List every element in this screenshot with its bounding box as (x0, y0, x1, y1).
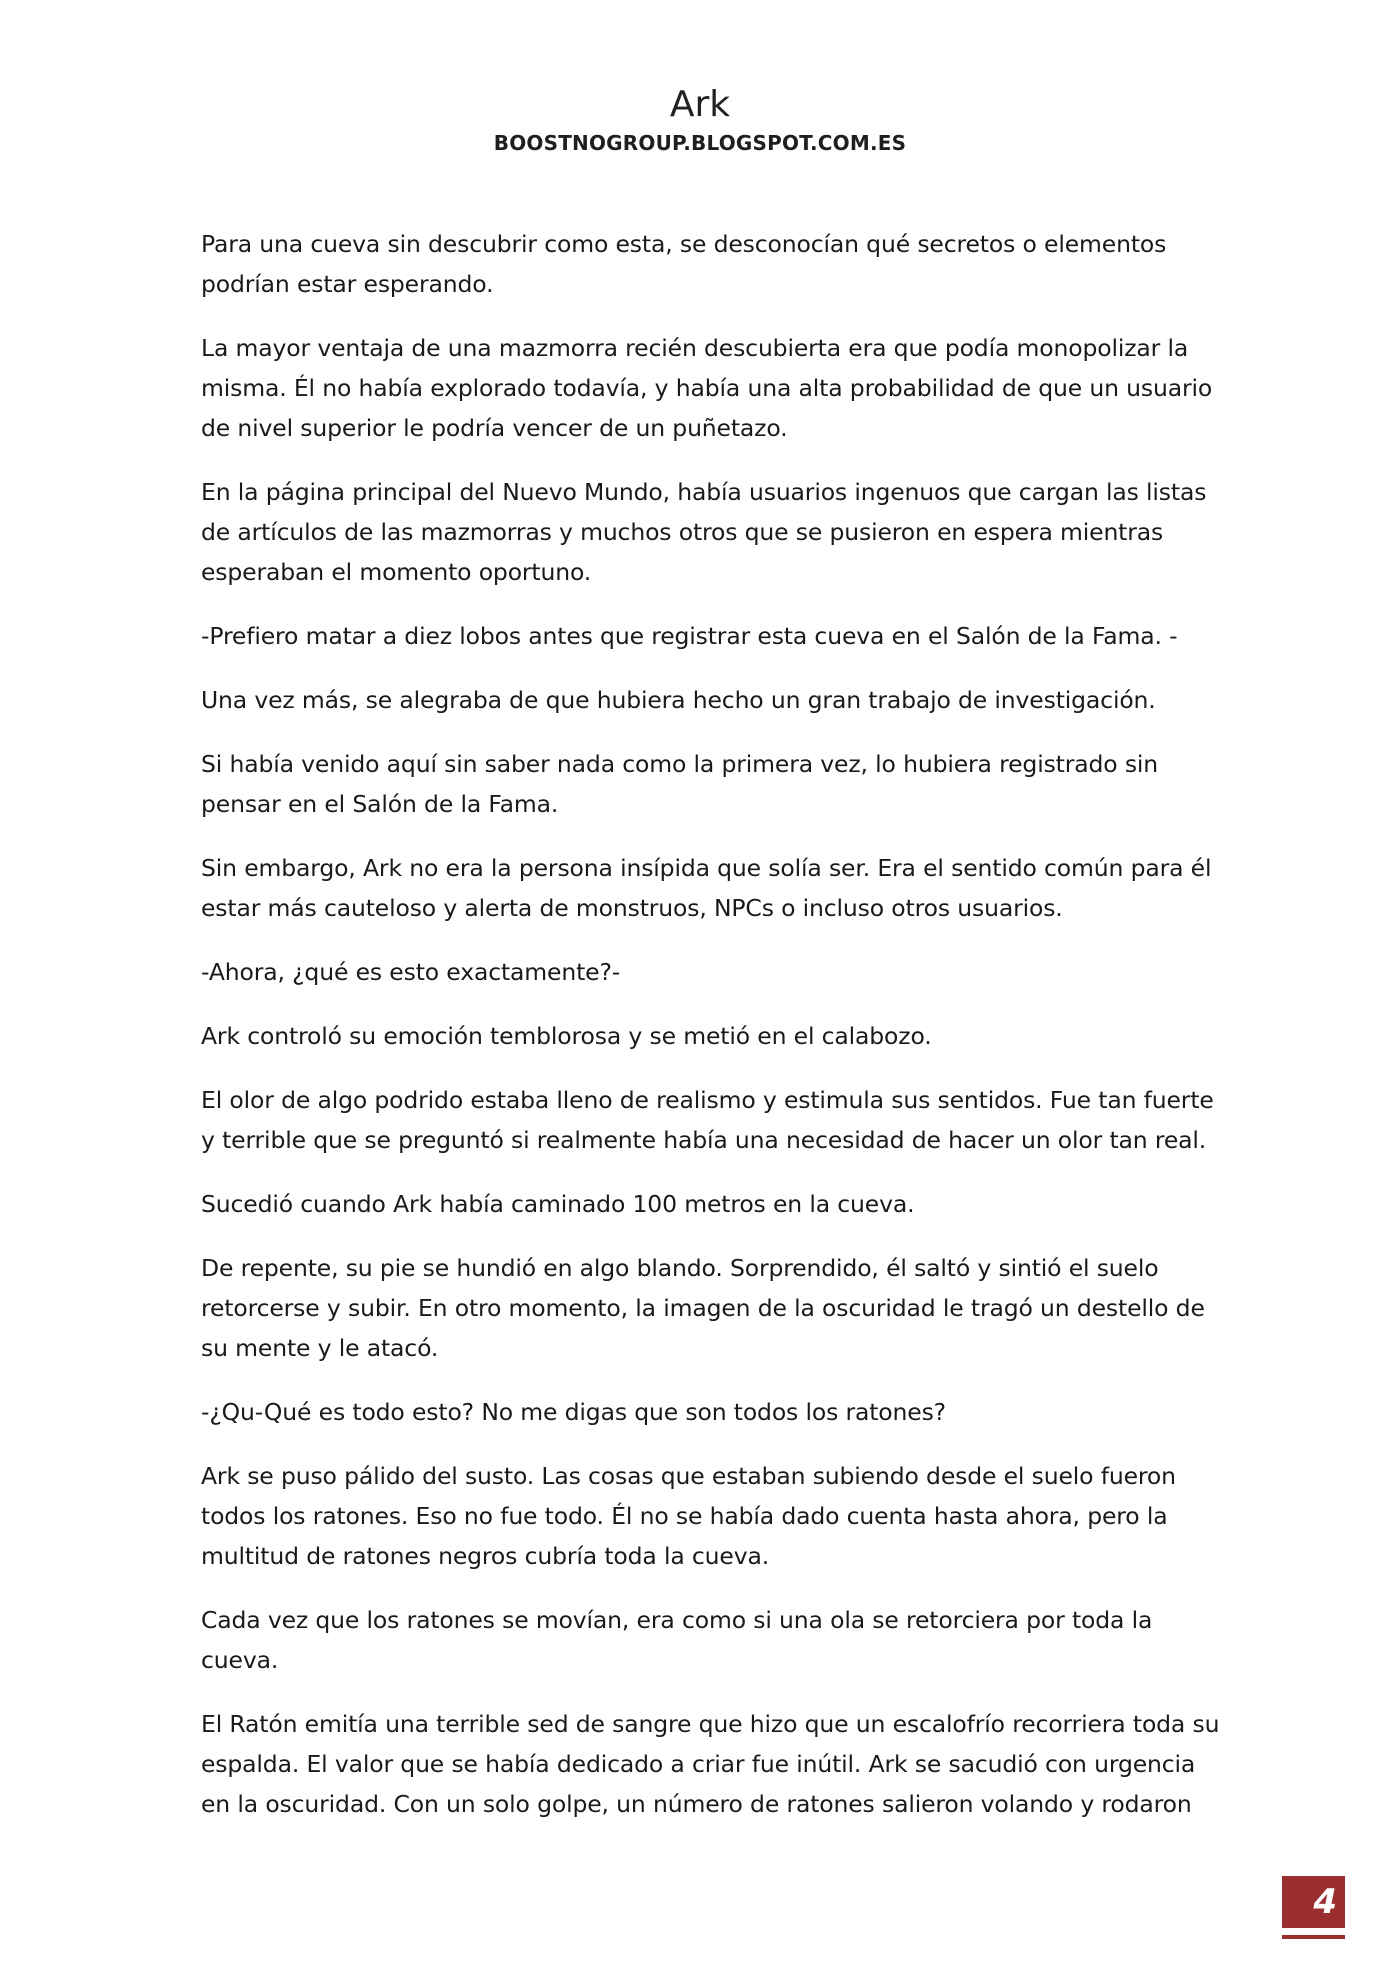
text-line: Para una cueva sin descubrir como esta, se desconocían qué secretos o elementos (201, 230, 1167, 258)
paragraph (201, 328, 1211, 448)
text-line: Sucedió cuando Ark había caminado 100 metros en la cueva. (201, 1190, 915, 1218)
text-line: Ark se puso pálido del susto. Las cosas que estaban subiendo desde el suelo fueron (201, 1462, 1176, 1490)
page-number: 4 (1282, 1876, 1345, 1928)
text-line: espalda. El valor que se había dedicado a criar fue inútil. Ark se sacudió con urgencia (201, 1750, 1196, 1778)
text-line: su mente y le atacó. (201, 1334, 439, 1362)
text-line: de nivel superior le podría vencer de un puñetazo. (201, 414, 788, 442)
paragraph (201, 472, 1211, 592)
paragraph (201, 1600, 1211, 1680)
text-line: retorcerse y subir. En otro momento, la imagen de la oscuridad le tragó un destello de (201, 1294, 1205, 1322)
text-line: Cada vez que los ratones se movían, era como si una ola se retorciera por toda la (201, 1606, 1153, 1634)
paragraph (201, 224, 1211, 304)
page-number-underline (1282, 1935, 1345, 1939)
text-line: misma. Él no había explorado todavía, y había una alta probabilidad de que un usuario (201, 374, 1213, 402)
paragraph (201, 1392, 1211, 1432)
text-line: esperaban el momento oportuno. (201, 558, 592, 586)
text-line: De repente, su pie se hundió en algo blando. Sorprendido, él saltó y sintió el suelo (201, 1254, 1159, 1282)
text-line: Sin embargo, Ark no era la persona insípida que solía ser. Era el sentido común para él (201, 854, 1212, 882)
text-line: En la página principal del Nuevo Mundo, había usuarios ingenuos que cargan las listas (201, 478, 1207, 506)
text-line: -Ahora, ¿qué es esto exactamente?- (201, 958, 621, 986)
page-header (0, 84, 1400, 156)
body-text (201, 224, 1220, 1848)
text-line: multitud de ratones negros cubría toda la cueva. (201, 1542, 770, 1570)
paragraph (201, 1080, 1214, 1160)
paragraph (201, 1016, 1211, 1056)
text-line: pensar en el Salón de la Fama. (201, 790, 559, 818)
paragraph (201, 1248, 1211, 1368)
text-line: -¿Qu-Qué es todo esto? No me digas que son todos los ratones? (201, 1398, 947, 1426)
text-line: La mayor ventaja de una mazmorra recién descubierta era que podía monopolizar la (201, 334, 1189, 362)
text-line: Ark controló su emoción temblorosa y se metió en el calabozo. (201, 1022, 932, 1050)
text-line: -Prefiero matar a diez lobos antes que registrar esta cueva en el Salón de la Fama. - (201, 622, 1178, 650)
paragraph (201, 952, 1211, 992)
paragraph (201, 744, 1211, 824)
blog-url: BOOSTNOGROUP.BLOGSPOT.COM.ES (493, 131, 907, 155)
text-line: podrían estar esperando. (201, 270, 494, 298)
paragraph (201, 1704, 1220, 1824)
text-line: en la oscuridad. Con un solo golpe, un número de ratones salieron volando y rodaron (201, 1790, 1192, 1818)
text-line: El Ratón emitía una terrible sed de sangre que hizo que un escalofrío recorriera toda su (201, 1710, 1220, 1738)
text-line: estar más cauteloso y alerta de monstruos, NPCs o incluso otros usuarios. (201, 894, 1063, 922)
paragraph (201, 680, 1211, 720)
paragraph (201, 616, 1211, 656)
text-line: Una vez más, se alegraba de que hubiera hecho un gran trabajo de investigación. (201, 686, 1156, 714)
paragraph (201, 848, 1211, 928)
text-line: todos los ratones. Eso no fue todo. Él no se había dado cuenta hasta ahora, pero la (201, 1502, 1168, 1530)
text-line: El olor de algo podrido estaba lleno de realismo y estimula sus sentidos. Fue tan fuerte (201, 1086, 1214, 1114)
text-line: de artículos de las mazmorras y muchos otros que se pusieron en espera mientras (201, 518, 1164, 546)
text-line: y terrible que se preguntó si realmente había una necesidad de hacer un olor tan real. (201, 1126, 1207, 1154)
document-title: Ark (669, 84, 731, 125)
paragraph (201, 1184, 1211, 1224)
text-line: Si había venido aquí sin saber nada como la primera vez, lo hubiera registrado sin (201, 750, 1159, 778)
text-line: cueva. (201, 1646, 279, 1674)
paragraph (201, 1456, 1211, 1576)
